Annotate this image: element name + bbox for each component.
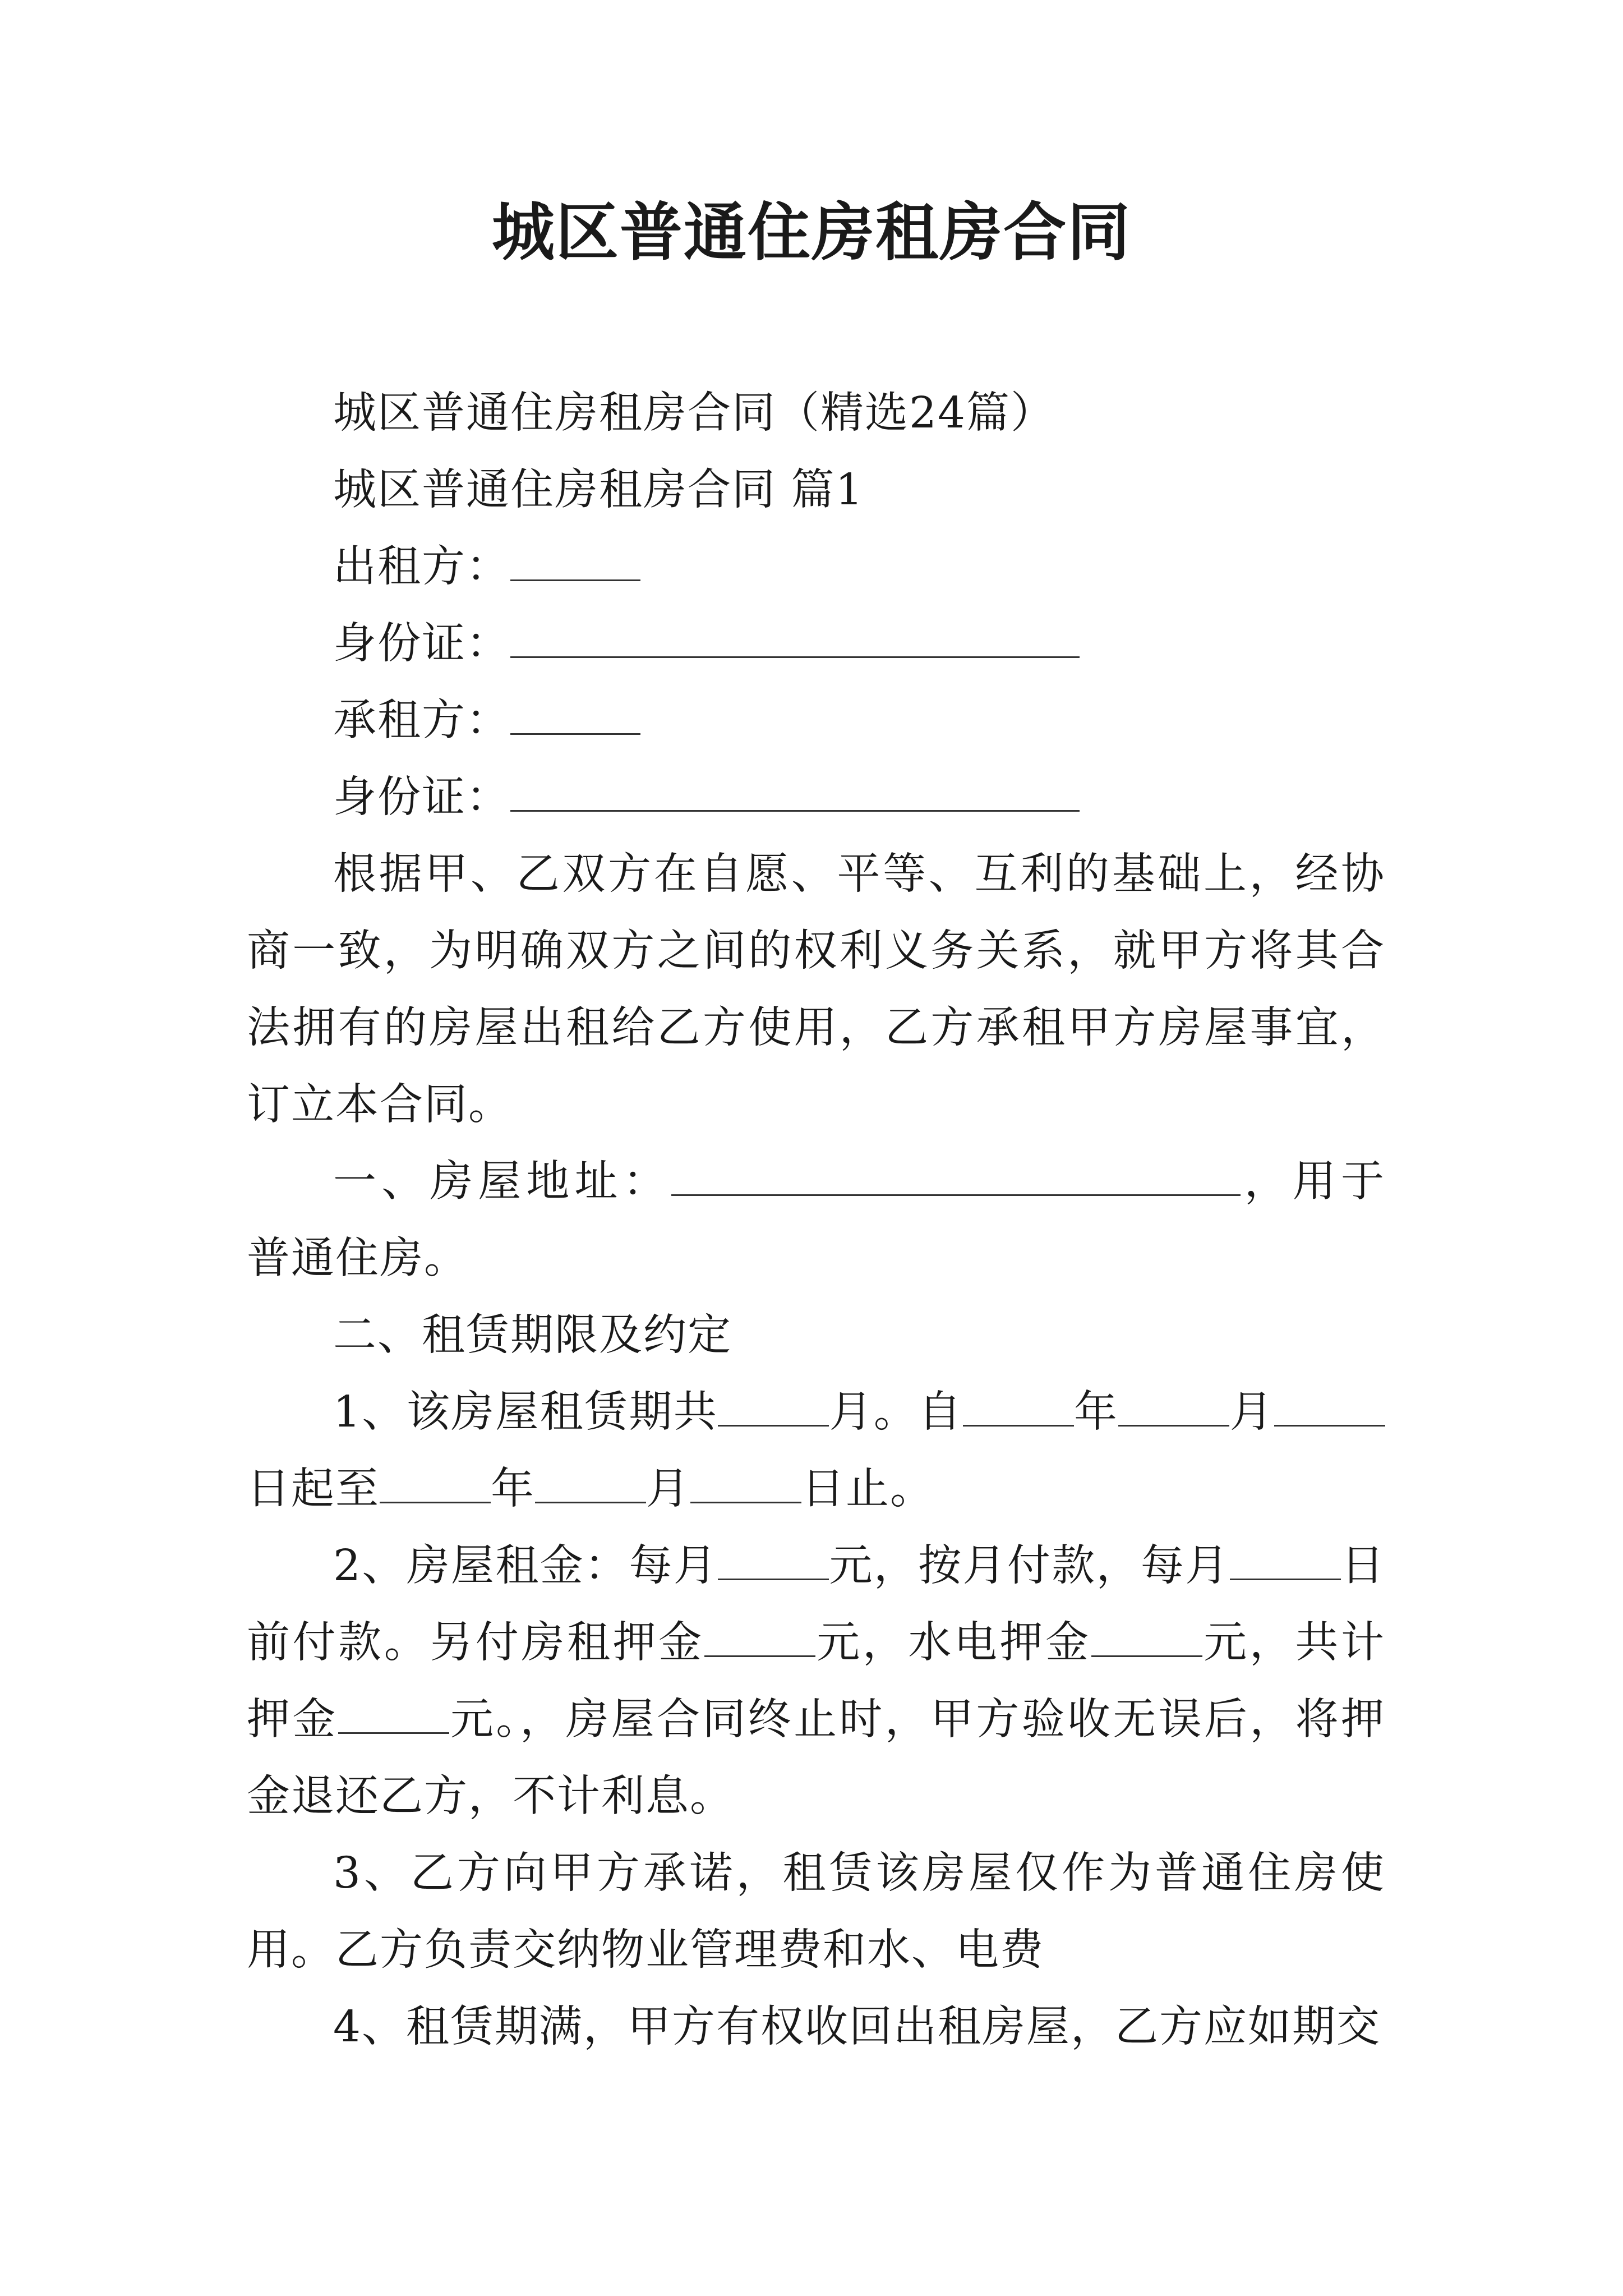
rent-blank xyxy=(718,1542,829,1580)
lessor-id-field xyxy=(247,605,1385,682)
end-day-blank xyxy=(690,1465,801,1503)
lessor-field xyxy=(247,528,1385,605)
lessee-field xyxy=(247,682,1385,759)
item-1-text-e: 日起至 xyxy=(247,1464,380,1514)
section-heading: 城区普通住房租房合同 篇1 xyxy=(333,465,864,515)
item-1-text-b: 月。自 xyxy=(829,1387,963,1437)
clause-2-heading: 二、租赁期限及约定 xyxy=(333,1310,732,1360)
item-1-text-g: 月 xyxy=(646,1464,690,1514)
start-year-blank xyxy=(963,1388,1074,1427)
item-4-expiry: 4、租赁期满，甲方有权收回出租房屋，乙方应如期交 xyxy=(333,2002,1381,2052)
clause-1-address xyxy=(247,1143,1385,1297)
rent-deposit-blank xyxy=(704,1618,815,1657)
end-year-blank xyxy=(380,1465,491,1503)
document-title: 城区普通住房租房合同 xyxy=(492,196,1131,269)
item-2-text-c: 日前付款。另付房租押金 xyxy=(247,1541,1385,1668)
item-2-text-d: 元，水电押金 xyxy=(815,1618,1091,1668)
lessee-blank xyxy=(510,696,640,735)
intro-paragraph: 根据甲、乙双方在自愿、平等、互利的基础上，经协商一致，为明确双方之间的权利义务关系，就甲方将其合法拥有的房屋出租给乙方使用，乙方承租甲方房屋事宜，订立本合同。 xyxy=(247,849,1385,1130)
item-1-text-h: 日止。 xyxy=(801,1464,934,1514)
utility-deposit-blank xyxy=(1091,1618,1202,1657)
lessor-id-label: 身份证： xyxy=(333,619,510,669)
lessor-blank xyxy=(510,542,640,581)
start-month-blank xyxy=(1118,1388,1229,1427)
item-2-rent xyxy=(247,1527,1385,1835)
lessor-label: 出租方： xyxy=(333,542,510,592)
item-2-text-a: 2、房屋租金：每月 xyxy=(333,1541,718,1591)
item-1-text-a: 1、该房屋租赁期共 xyxy=(333,1387,718,1437)
item-1-term xyxy=(247,1374,1385,1527)
lessee-label: 承租方： xyxy=(333,696,510,746)
lessee-id-label: 身份证： xyxy=(333,772,510,822)
end-month-blank xyxy=(535,1465,646,1503)
months-blank xyxy=(718,1388,829,1427)
item-1-text-c: 年 xyxy=(1073,1387,1119,1437)
pay-day-blank xyxy=(1230,1542,1341,1580)
item-2-text-e: 元，共计押金 xyxy=(247,1618,1386,1745)
lessor-id-blank xyxy=(510,619,1080,658)
item-1-text-f: 年 xyxy=(491,1464,535,1514)
address-blank xyxy=(671,1157,1241,1196)
lessee-id-blank xyxy=(510,773,1080,812)
document-body xyxy=(247,375,1385,2065)
item-3-usage: 3、乙方向甲方承诺，租赁该房屋仅作为普通住房使用。乙方负责交纳物业管理费和水、电费 xyxy=(247,1848,1385,1975)
start-day-blank xyxy=(1274,1388,1385,1427)
total-deposit-blank xyxy=(338,1695,449,1734)
subtitle: 城区普通住房租房合同（精选24篇） xyxy=(333,388,1055,438)
item-2-text-f: 元。，房屋合同终止时，甲方验收无误后，将押金退还乙方，不计利息。 xyxy=(247,1695,1386,1821)
lessee-id-field xyxy=(247,759,1385,836)
item-2-text-b: 元，按月付款，每月 xyxy=(829,1541,1230,1591)
clause-1-prefix: 一、房屋地址： xyxy=(333,1157,671,1207)
clause-1-suffix: ，用于普通住房。 xyxy=(247,1157,1386,1283)
item-1-text-d: 月 xyxy=(1229,1387,1275,1437)
